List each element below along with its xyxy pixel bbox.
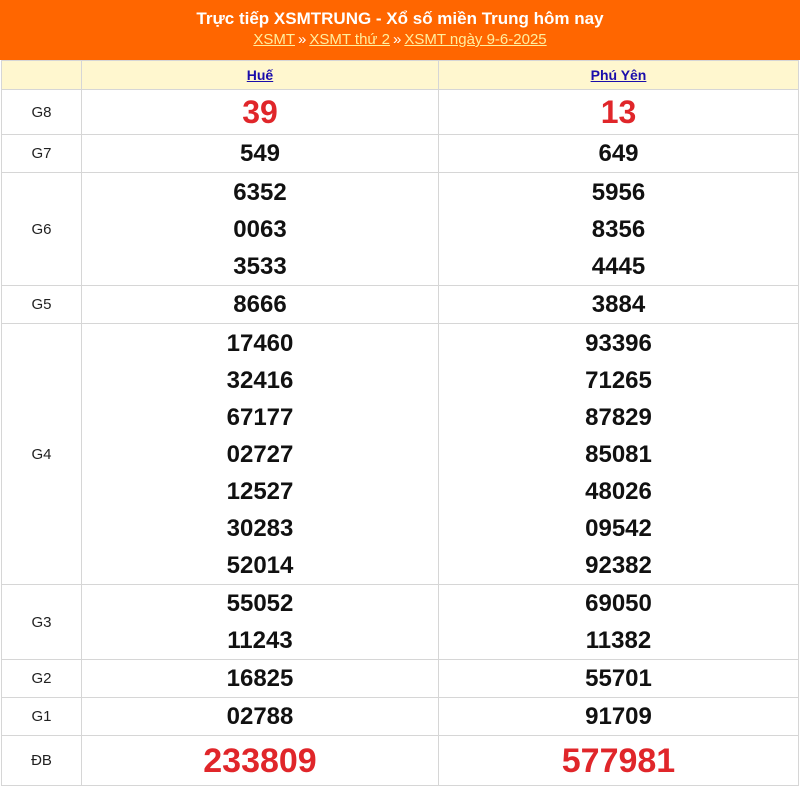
prize-number: 11382 bbox=[585, 627, 652, 654]
result-cell-phu-yen bbox=[439, 135, 799, 173]
prize-number: 55052 bbox=[226, 590, 294, 617]
result-cell-hue bbox=[82, 736, 439, 786]
page-title: Trực tiếp XSMTRUNG - Xổ số miền Trung hôm nay bbox=[196, 9, 604, 28]
prize-label: G4 bbox=[2, 324, 82, 585]
prize-number: 52014 bbox=[226, 551, 294, 579]
breadcrumb-link-date[interactable]: XSMT ngày 9-6-2025 bbox=[404, 31, 547, 48]
prize-number: 30283 bbox=[226, 514, 294, 542]
prize-number: 649 bbox=[598, 140, 639, 167]
prize-label: G8 bbox=[2, 90, 82, 135]
prize-number: 48026 bbox=[585, 477, 652, 505]
result-cell-hue bbox=[82, 90, 439, 135]
breadcrumb-separator: » bbox=[392, 31, 402, 48]
prize-number: 8666 bbox=[233, 291, 287, 318]
results-body bbox=[2, 90, 799, 786]
breadcrumb-link-xsmt[interactable]: XSMT bbox=[253, 31, 296, 48]
prize-label: G6 bbox=[2, 173, 82, 286]
prize-number: 87829 bbox=[585, 403, 652, 431]
prize-label: G1 bbox=[2, 698, 82, 736]
prize-number: 3884 bbox=[591, 291, 646, 318]
prize-header-cell bbox=[2, 61, 82, 90]
prize-label: ĐB bbox=[2, 736, 82, 786]
prize-number: 17460 bbox=[226, 329, 294, 357]
table-row bbox=[2, 135, 799, 173]
table-row bbox=[2, 736, 799, 786]
table-row bbox=[2, 173, 799, 286]
prize-label: G2 bbox=[2, 660, 82, 698]
result-cell-hue bbox=[82, 324, 439, 585]
table-row bbox=[2, 660, 799, 698]
result-cell-phu-yen bbox=[439, 173, 799, 286]
prize-number: 02788 bbox=[226, 703, 294, 730]
province-header-hue bbox=[82, 61, 439, 90]
prize-number: 55701 bbox=[585, 665, 652, 692]
result-cell-hue bbox=[82, 660, 439, 698]
result-cell-hue bbox=[82, 698, 439, 736]
prize-number: 71265 bbox=[585, 366, 652, 394]
province-header-phu-yen bbox=[439, 61, 799, 90]
prize-number: 32416 bbox=[226, 366, 294, 394]
prize-number: 13 bbox=[600, 94, 637, 130]
province-link-phu-yen[interactable]: Phú Yên bbox=[590, 67, 647, 83]
result-cell-phu-yen bbox=[439, 286, 799, 324]
prize-number: 233809 bbox=[203, 741, 317, 780]
table-row bbox=[2, 286, 799, 324]
result-cell-phu-yen bbox=[439, 698, 799, 736]
prize-number: 577981 bbox=[561, 741, 676, 780]
result-cell-phu-yen bbox=[439, 324, 799, 585]
result-cell-hue bbox=[82, 173, 439, 286]
prize-label: G3 bbox=[2, 585, 82, 660]
prize-number: 5956 bbox=[591, 178, 646, 206]
prize-number: 4445 bbox=[591, 252, 646, 280]
result-cell-hue bbox=[82, 135, 439, 173]
prize-number: 16825 bbox=[226, 665, 294, 692]
prize-number: 85081 bbox=[585, 440, 652, 468]
table-row bbox=[2, 90, 799, 135]
breadcrumb-separator: » bbox=[298, 31, 307, 48]
prize-number: 8356 bbox=[591, 215, 646, 243]
prize-number: 02727 bbox=[226, 440, 294, 468]
table-row bbox=[2, 324, 799, 585]
results-table bbox=[1, 60, 799, 786]
prize-number: 67177 bbox=[226, 403, 294, 431]
result-cell-phu-yen bbox=[439, 736, 799, 786]
result-cell-phu-yen bbox=[439, 660, 799, 698]
prize-number: 3533 bbox=[233, 252, 287, 280]
prize-number: 0063 bbox=[233, 215, 287, 243]
prize-number: 12527 bbox=[226, 477, 294, 505]
breadcrumb bbox=[0, 30, 800, 50]
table-row bbox=[2, 585, 799, 660]
prize-number: 92382 bbox=[585, 551, 652, 579]
prize-number: 39 bbox=[242, 94, 278, 130]
province-link-hue[interactable]: Huế bbox=[246, 67, 274, 83]
table-header-row bbox=[2, 61, 799, 90]
prize-number: 93396 bbox=[585, 329, 652, 357]
result-cell-hue bbox=[82, 286, 439, 324]
prize-number: 549 bbox=[239, 140, 281, 167]
prize-number: 69050 bbox=[585, 590, 652, 617]
prize-number: 91709 bbox=[585, 703, 652, 730]
prize-label: G7 bbox=[2, 135, 82, 173]
table-row bbox=[2, 698, 799, 736]
prize-number: 09542 bbox=[585, 514, 652, 542]
breadcrumb-link-weekday[interactable]: XSMT thứ 2 bbox=[309, 31, 390, 48]
prize-label: G5 bbox=[2, 286, 82, 324]
prize-number: 11243 bbox=[227, 627, 293, 654]
result-cell-phu-yen bbox=[439, 585, 799, 660]
prize-number: 6352 bbox=[233, 178, 287, 206]
result-cell-hue bbox=[82, 585, 439, 660]
result-cell-phu-yen bbox=[439, 90, 799, 135]
page-header bbox=[0, 0, 800, 60]
